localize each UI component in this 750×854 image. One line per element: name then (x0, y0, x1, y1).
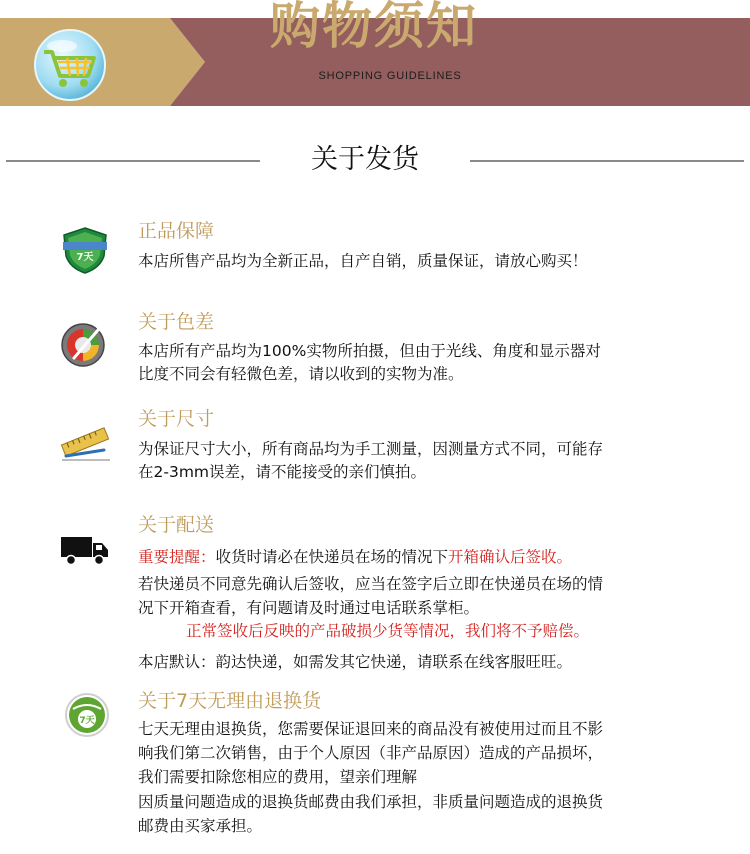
item-text-return-line-2: 响我们第二次销售，由于个人原因（非产品原因）造成的产品损坏， (138, 744, 604, 762)
divider-right (470, 160, 744, 162)
delivery-warning: 正常签收后反映的产品破损少货等情况，我们将不予赔偿。 (186, 622, 590, 640)
item-text-color-line-1: 本店所有产品均为100%实物所拍摄，但由于光线、角度和显示器对 (138, 342, 601, 360)
banner-title: 购物须知 (270, 0, 478, 55)
reminder-highlight: 开箱确认后签收。 (448, 548, 573, 566)
item-text-size-line-1: 为保证尺寸大小，所有商品均为手工测量，因测量方式不同，可能存 (138, 440, 604, 458)
divider-left (6, 160, 260, 162)
color-palette-icon (60, 322, 106, 368)
section-header (0, 138, 750, 184)
banner-subtitle: SHOPPING GUIDELINES (318, 70, 462, 82)
ruler-icon (58, 420, 114, 464)
section-title: 关于发货 (311, 144, 419, 175)
item-text-delivery-line-2: 况下开箱查看，有问题请及时通过电话联系掌柜。 (138, 599, 480, 617)
svg-text:7天: 7天 (79, 716, 95, 726)
7day-return-badge-icon (64, 692, 110, 738)
delivery-truck-icon (60, 534, 110, 566)
reminder-label: 重要提醒： (138, 548, 216, 566)
shopping-cart-icon (30, 28, 110, 102)
item-text-size-line-2: 在2-3mm误差，请不能接受的亲们慎拍。 (138, 463, 427, 481)
shopping-guidelines-banner (0, 0, 750, 106)
default-courier-note: 本店默认：韵达快递，如需发其它快递，请联系在线客服旺旺。 (138, 653, 573, 671)
item-title-color-difference: 关于色差 (138, 311, 215, 333)
svg-text:7天: 7天 (76, 252, 94, 263)
item-title-authentic: 正品保障 (138, 220, 215, 242)
item-title-size: 关于尺寸 (138, 408, 215, 430)
item-text-authentic-line-1: 本店所售产品均为全新正品，自产自销，质量保证，请放心购买！ (138, 252, 588, 270)
item-text-return-line-3: 我们需要扣除您相应的费用，望亲们理解 (138, 768, 418, 786)
item-text-delivery-line-1: 若快递员不同意先确认后签收，应当在签字后立即在快递员在场的情 (138, 575, 604, 593)
reminder-text: 收货时请必在快递员在场的情况下 (215, 548, 449, 566)
shield-7day-icon (60, 226, 110, 274)
item-text-return-line-1: 七天无理由退换货，您需要保证退回来的商品没有被使用过而且不影 (138, 720, 604, 738)
item-title-delivery: 关于配送 (138, 514, 215, 536)
item-title-7day-return: 关于7天无理由退换货 (138, 690, 322, 712)
item-text-return-line-5: 邮费由买家承担。 (138, 817, 263, 835)
delivery-reminder (138, 546, 572, 568)
item-text-color-line-2: 比度不同会有轻微色差，请以收到的实物为准。 (138, 365, 464, 383)
item-text-return-line-4: 因质量问题造成的退换货邮费由我们承担，非质量问题造成的退换货 (138, 793, 604, 811)
